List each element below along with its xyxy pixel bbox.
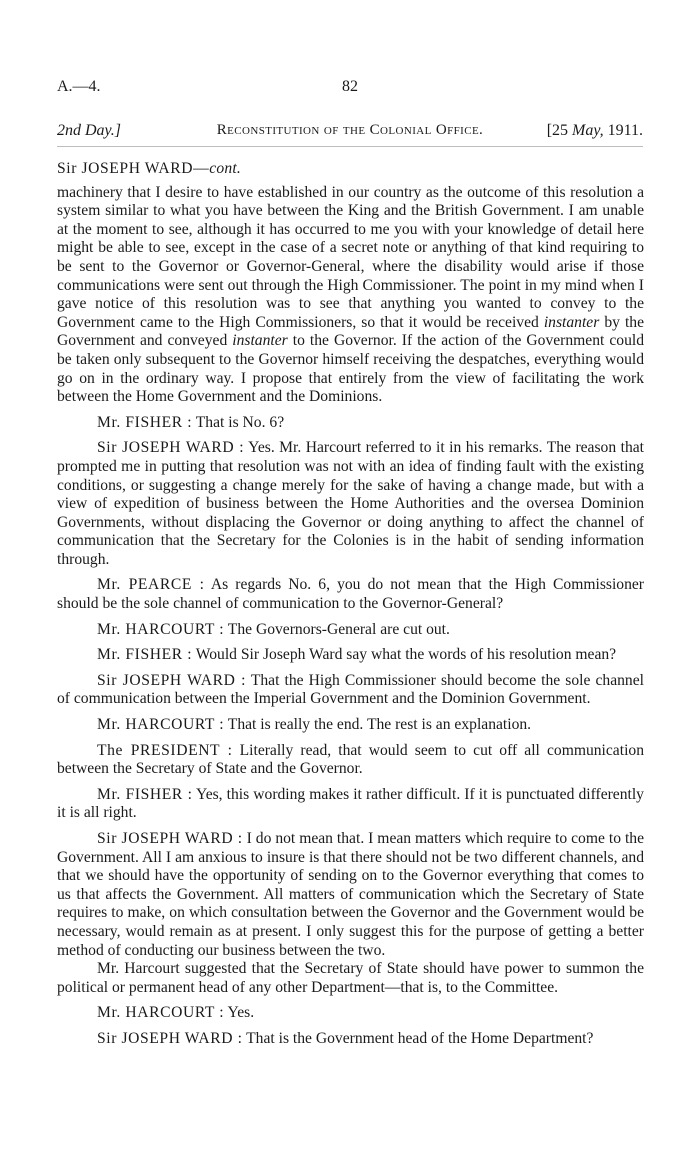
header-date-year: 1911.	[603, 122, 643, 139]
speaker-label: Mr. PEARCE :	[97, 576, 205, 594]
header-date	[547, 122, 643, 140]
opening-text-1: machinery that I desire to have established in our country as the outcome of this resolution a system similar to what you have between the King and the British Government. I am unable at the moment to see, although it has occurred to me you with your knowledge of detail here might be able to see, except in the case of a secret note or anything of that kind requiring to be sent to the Governor or Governor-General, where the disability would arise if those communications were sent out through the High Commissioner. The point in my mind when I gave notice of this resolution was to see that anything you wanted to convey to the Government came to the High Commissioners, so that it would be received	[57, 183, 644, 331]
exchange-paragraph	[57, 576, 644, 613]
speaker-label: Mr. FISHER :	[97, 646, 193, 664]
exchange-paragraph	[57, 646, 644, 665]
speech-text: Yes. Mr. Harcourt referred to it in his remarks. The reason that prompted me in putting that resolution was not with an idea of finding fault with the existing conditions, or suggesting a change merely for the sake of having a change made, but with a view of expedition of business between the Home Authorities and the oversea Dominion Governments, without displacing the Governor or doing anything to affect the channel of communication that the Secretary for the Colonies is in the habit of sending information through.	[57, 439, 644, 568]
speaker-label: Sir JOSEPH WARD :	[97, 439, 245, 457]
speaker-label: Mr. HARCOURT :	[97, 1004, 225, 1022]
header-date-prefix: [25	[546, 122, 573, 139]
exchange-paragraph	[57, 786, 644, 823]
exchange-paragraph	[57, 716, 644, 735]
exchange-paragraph	[57, 1030, 644, 1049]
exchange-paragraph	[57, 414, 644, 433]
exchange-paragraph	[57, 742, 644, 779]
speech-text: Yes.	[224, 1004, 255, 1022]
continuation-note: cont.	[209, 160, 242, 177]
speech-text: As regards No. 6, you do not mean that the High Commissioner should be the sole channel of communication to the Governor-General?	[57, 576, 644, 613]
speaker-label: Sir JOSEPH WARD :	[97, 671, 247, 689]
running-header	[57, 122, 643, 144]
page-number: 82	[342, 78, 358, 95]
page-reference	[57, 78, 643, 100]
opening-text-3: to the Governor. If the action of the Government could be taken only subsequent to the Governor himself receiving the despatches, everything would go on in the ordinary way. I propose that entirely from the view of facilitating the work between the Home Government and the Dominions.	[57, 332, 644, 406]
speech-text: That is the Government head of the Home Department?	[242, 1029, 594, 1047]
header-rule	[57, 146, 643, 147]
speech-text: That is No. 6?	[192, 413, 285, 431]
opening-italic-2: instanter	[232, 332, 288, 350]
narrative-paragraph	[57, 960, 644, 997]
exchange-paragraph	[57, 439, 644, 569]
document-id: A.—4.	[57, 78, 101, 95]
exchange-paragraph	[57, 621, 644, 640]
speaker-label: Sir JOSEPH WARD :	[97, 830, 243, 847]
speaker-label: Mr. HARCOURT :	[97, 620, 225, 638]
header-title: Reconstitution of the Colonial Office.	[216, 122, 484, 138]
speaker-label: Mr. HARCOURT :	[97, 716, 225, 734]
speech-text: Literally read, that would seem to cut off all communication between the Secretary of State and the Governor.	[57, 741, 644, 778]
speaker-label: Sir JOSEPH WARD :	[97, 1029, 243, 1047]
speech-text: I do not mean that. I mean matters which require to come to the Government. All I am anxious to insure is that there should not be two different channels, and that we should have the opportunity of sending on to the Governor everything that comes to us that affects the Government. All matters of communication which the Secretary of State requires to make, on which consultation between the Governor and the Government would be necessary, would remain as at present. I only suggest this for the purpose of getting a better method of conducting our business between the two.	[57, 830, 644, 959]
opening-paragraph	[57, 184, 644, 407]
speaker-label: The PRESIDENT :	[97, 741, 233, 759]
exchange-paragraph	[57, 830, 644, 960]
header-date-month: May,	[572, 122, 604, 139]
speech-text: That is really the end. The rest is an explanation.	[224, 716, 532, 734]
speech-text: That the High Commissioner should become the sole channel of communication between the Imperial Government and the Dominion Government.	[57, 671, 644, 708]
speech-text: Yes, this wording makes it rather difficult. If it is punctuated differently it is all right.	[57, 785, 644, 822]
speech-text: The Governors-General are cut out.	[224, 620, 450, 638]
speech-text: Would Sir Joseph Ward say what the words of his resolution mean?	[192, 646, 617, 664]
transcript-body	[57, 160, 644, 1049]
header-day: 2nd Day.]	[57, 122, 121, 139]
continuation-heading	[57, 160, 644, 179]
speaker-label: Mr. FISHER :	[97, 785, 193, 803]
exchange-paragraph	[57, 672, 644, 709]
opening-text-2: by the Government and conveyed	[57, 313, 644, 350]
continuation-speaker: Sir JOSEPH WARD—	[57, 160, 210, 177]
speaker-label: Mr. FISHER :	[97, 413, 193, 431]
exchange-paragraph	[57, 1004, 644, 1023]
speech-text: Mr. Harcourt suggested that the Secretary of State should have power to summon the political or permanent head of any other Department—that is, to the Committee.	[57, 960, 644, 996]
opening-italic-1: instanter	[543, 313, 600, 331]
